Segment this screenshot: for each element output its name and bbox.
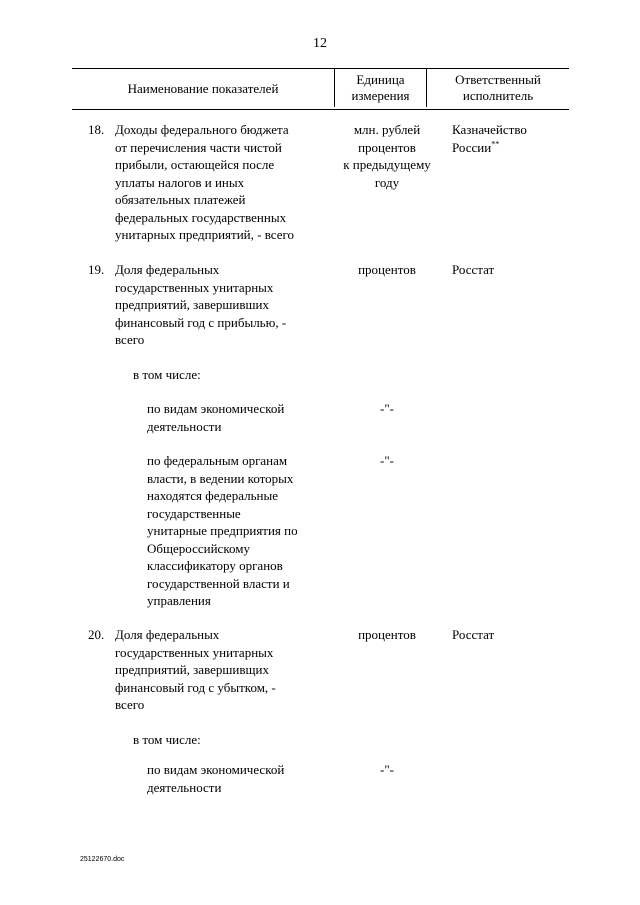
indicator-responsible: Казначейство России**: [452, 122, 527, 155]
sub-label: в том числе:: [133, 732, 201, 747]
table-header: [72, 68, 569, 110]
indicator-responsible: Росстат: [452, 627, 495, 642]
sub-indicator-unit: -"-: [380, 762, 394, 777]
header-unit-column: Единица измерения: [334, 69, 426, 107]
footnote-mark: **: [491, 139, 500, 149]
sub-indicator-name: по федеральным органам власти, в ведении которых находятся федеральные государственные унитарные предприятия по Общероссийскому классификатору органов государственной власти и управления: [147, 453, 298, 608]
row-number: 18.: [88, 122, 105, 137]
header-name-column: Наименование показателей: [127, 81, 279, 96]
indicator-unit: процентов: [358, 262, 416, 277]
row-number: 19.: [88, 262, 105, 277]
sub-indicator-unit: -"-: [380, 453, 394, 468]
indicator-name: Доля федеральных государственных унитарных предприятий, завершивщих финансовый год с убытком, - всего: [115, 627, 276, 712]
page-number: 12: [313, 36, 327, 51]
header-responsible-column: Ответственный исполнитель: [426, 69, 569, 107]
sub-indicator-name: по видам экономической деятельности: [147, 401, 285, 434]
row-number: 20.: [88, 627, 105, 642]
sub-indicator-name: по видам экономической деятельности: [147, 762, 285, 795]
indicator-unit: млн. рублей процентов к предыдущему году: [343, 122, 431, 190]
sub-label: в том числе:: [133, 367, 201, 382]
indicator-responsible: Росстат: [452, 262, 495, 277]
indicator-unit: процентов: [358, 627, 416, 642]
indicator-name: Доходы федерального бюджета от перечисления части чистой прибыли, остающейся после уплаты налогов и иных обязательных платежей федеральных государственных унитарных предприятий, - всего: [115, 122, 294, 242]
document-code: 25122670.doc: [80, 856, 125, 863]
sub-indicator-unit: -"-: [380, 401, 394, 416]
indicator-name: Доля федеральных государственных унитарных предприятий, завершивших финансовый год с прибылью, - всего: [115, 262, 287, 347]
